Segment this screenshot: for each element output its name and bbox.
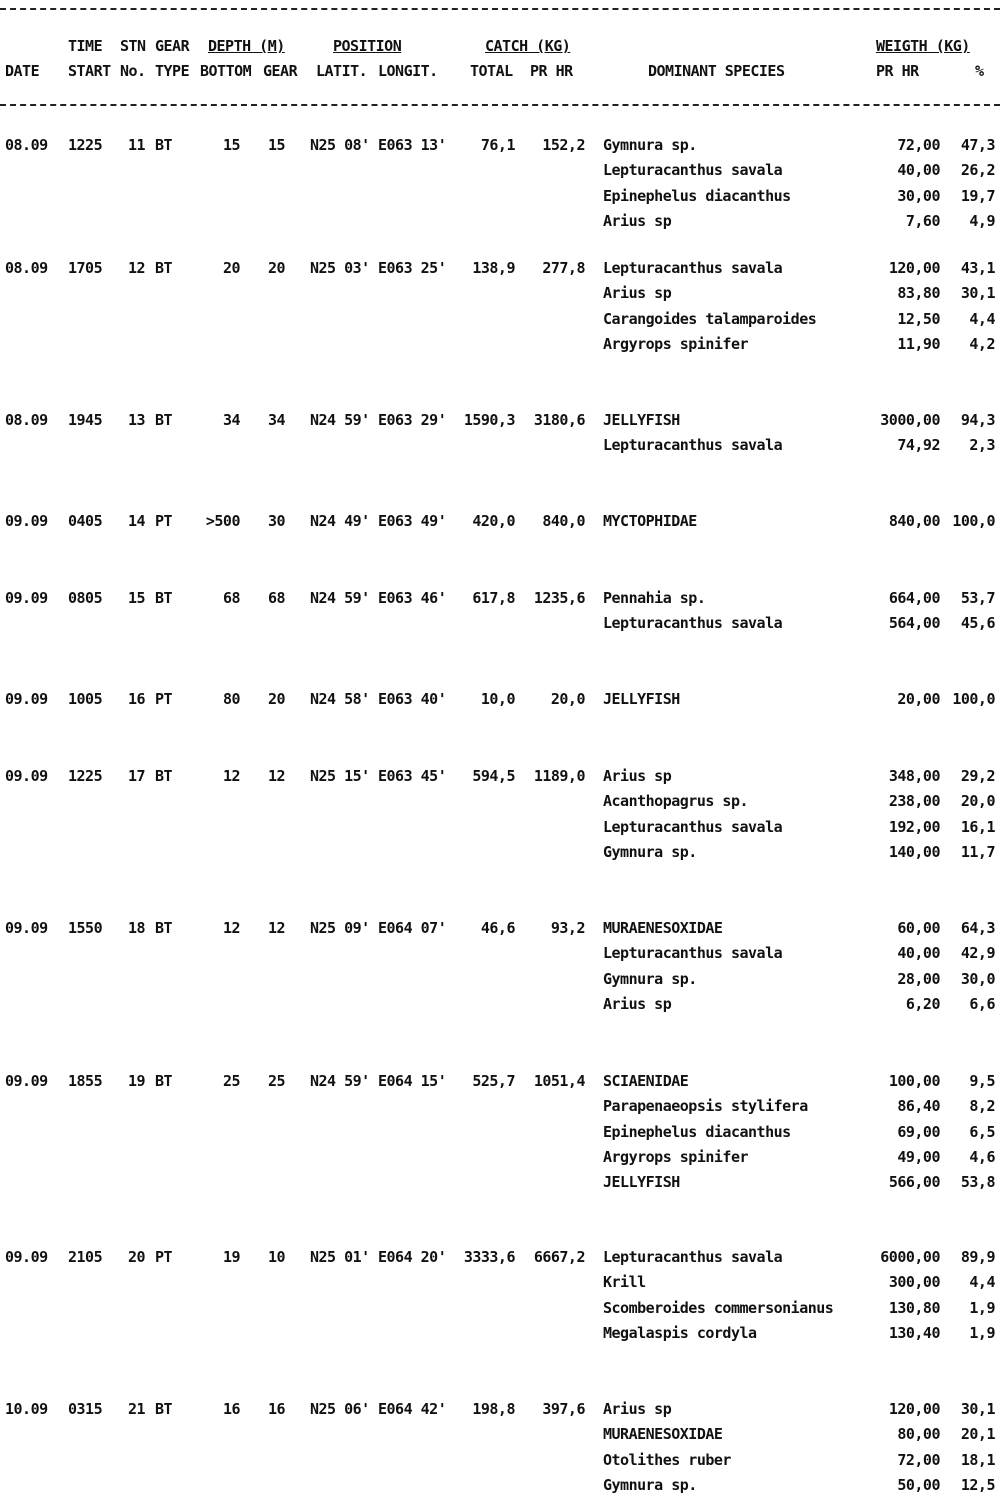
species-name: Epinephelus diacanthus [603, 187, 791, 205]
species-weight-prhr: 28,00 [897, 970, 940, 988]
species-weight-prhr: 3000,00 [880, 411, 940, 429]
cell-depth-gear: 30 [267, 512, 285, 530]
cell-time: 1005 [68, 690, 103, 708]
cell-depth-bottom: 12 [222, 767, 240, 785]
cell-date: 09.09 [5, 767, 48, 785]
species-weight-prhr: 74,92 [897, 436, 940, 454]
cell-catch-total: 525,7 [472, 1072, 515, 1090]
cell-catch-total: 594,5 [472, 767, 515, 785]
cell-date: 09.09 [5, 589, 48, 607]
cell-depth-gear: 12 [267, 767, 285, 785]
cell-depth-gear: 15 [267, 136, 285, 154]
cell-depth-bottom: 68 [222, 589, 240, 607]
species-percent: 4,6 [969, 1148, 995, 1166]
cell-catch-prhr: 277,8 [542, 259, 585, 277]
cell-catch-total: 138,9 [472, 259, 515, 277]
species-name: Argyrops spinifer [603, 1148, 749, 1166]
species-name: Lepturacanthus savala [603, 259, 783, 277]
species-percent: 4,4 [969, 1273, 995, 1291]
cell-date: 09.09 [5, 919, 48, 937]
cell-gear-type: BT [155, 1072, 173, 1090]
cell-catch-prhr: 1235,6 [533, 589, 585, 607]
cell-gear-type: BT [155, 411, 173, 429]
header-date: DATE [5, 62, 40, 80]
species-percent: 4,4 [969, 310, 995, 328]
cell-stn: 15 [128, 589, 146, 607]
cell-latitude: N24 59' [310, 589, 370, 607]
header-longit: LONGIT. [378, 62, 438, 80]
cell-stn: 14 [128, 512, 146, 530]
species-percent: 89,9 [960, 1248, 995, 1266]
cell-depth-bottom: 20 [222, 259, 240, 277]
species-percent: 4,9 [969, 212, 995, 230]
species-weight-prhr: 83,80 [897, 284, 940, 302]
cell-depth-bottom: 34 [222, 411, 240, 429]
cell-depth-bottom: >500 [205, 512, 240, 530]
cell-longitude: E063 25' [378, 259, 447, 277]
cell-longitude: E063 46' [378, 589, 447, 607]
header-start: START [68, 62, 111, 80]
species-name: Parapenaeopsis stylifera [603, 1097, 808, 1115]
species-weight-prhr: 72,00 [897, 1451, 940, 1469]
species-percent: 9,5 [969, 1072, 995, 1090]
species-weight-prhr: 840,00 [888, 512, 940, 530]
cell-gear-type: PT [155, 512, 173, 530]
species-name: Krill [603, 1273, 646, 1291]
cell-depth-bottom: 12 [222, 919, 240, 937]
species-name: Lepturacanthus savala [603, 818, 783, 836]
cell-stn: 11 [128, 136, 146, 154]
species-percent: 20,0 [960, 792, 995, 810]
species-name: Arius sp [603, 995, 672, 1013]
species-weight-prhr: 120,00 [888, 259, 940, 277]
species-percent: 53,7 [960, 589, 995, 607]
species-weight-prhr: 72,00 [897, 136, 940, 154]
cell-catch-prhr: 3180,6 [533, 411, 585, 429]
cell-latitude: N25 03' [310, 259, 370, 277]
cell-time: 1945 [68, 411, 103, 429]
cell-stn: 16 [128, 690, 146, 708]
header-divider [0, 104, 1000, 106]
species-name: Carangoides talamparoides [603, 310, 817, 328]
cell-gear-type: PT [155, 1248, 173, 1266]
cell-depth-gear: 34 [267, 411, 285, 429]
cell-longitude: E063 45' [378, 767, 447, 785]
cell-depth-bottom: 25 [222, 1072, 240, 1090]
species-percent: 29,2 [960, 767, 995, 785]
species-weight-prhr: 86,40 [897, 1097, 940, 1115]
species-weight-prhr: 238,00 [888, 792, 940, 810]
cell-date: 09.09 [5, 690, 48, 708]
header-total: TOTAL [470, 62, 513, 80]
species-weight-prhr: 120,00 [888, 1400, 940, 1418]
header-no: No. [120, 62, 146, 80]
cell-catch-total: 46,6 [480, 919, 515, 937]
species-name: Megalaspis cordyla [603, 1324, 757, 1342]
cell-gear-type: BT [155, 589, 173, 607]
species-weight-prhr: 100,00 [888, 1072, 940, 1090]
species-percent: 45,6 [960, 614, 995, 632]
cell-catch-prhr: 1189,0 [533, 767, 585, 785]
species-weight-prhr: 80,00 [897, 1425, 940, 1443]
cell-latitude: N24 49' [310, 512, 370, 530]
cell-latitude: N25 06' [310, 1400, 370, 1418]
cell-gear-type: BT [155, 767, 173, 785]
cell-longitude: E063 40' [378, 690, 447, 708]
species-weight-prhr: 40,00 [897, 944, 940, 962]
header-type: TYPE [155, 62, 190, 80]
species-name: JELLYFISH [603, 411, 680, 429]
species-name: Lepturacanthus savala [603, 614, 783, 632]
species-weight-prhr: 12,50 [897, 310, 940, 328]
cell-latitude: N25 08' [310, 136, 370, 154]
cell-date: 09.09 [5, 1248, 48, 1266]
species-weight-prhr: 11,90 [897, 335, 940, 353]
species-percent: 11,7 [960, 843, 995, 861]
species-percent: 18,1 [960, 1451, 995, 1469]
species-percent: 12,5 [960, 1476, 995, 1494]
species-percent: 2,3 [969, 436, 995, 454]
species-name: Lepturacanthus savala [603, 436, 783, 454]
species-percent: 16,1 [960, 818, 995, 836]
cell-depth-gear: 68 [267, 589, 285, 607]
species-weight-prhr: 50,00 [897, 1476, 940, 1494]
header-gear: GEAR [155, 37, 190, 55]
cell-stn: 18 [128, 919, 146, 937]
cell-depth-gear: 20 [267, 690, 285, 708]
species-name: Arius sp [603, 767, 672, 785]
cell-latitude: N24 59' [310, 411, 370, 429]
species-weight-prhr: 6000,00 [880, 1248, 940, 1266]
species-weight-prhr: 130,40 [888, 1324, 940, 1342]
header-prhr-weight: PR HR [876, 62, 919, 80]
species-weight-prhr: 192,00 [888, 818, 940, 836]
top-divider [0, 8, 1000, 10]
species-name: Gymnura sp. [603, 136, 697, 154]
species-name: JELLYFISH [603, 690, 680, 708]
species-percent: 30,1 [960, 1400, 995, 1418]
cell-catch-prhr: 840,0 [542, 512, 585, 530]
cell-depth-bottom: 16 [222, 1400, 240, 1418]
species-weight-prhr: 300,00 [888, 1273, 940, 1291]
species-percent: 43,1 [960, 259, 995, 277]
species-name: Lepturacanthus savala [603, 944, 783, 962]
species-name: MYCTOPHIDAE [603, 512, 697, 530]
species-percent: 8,2 [969, 1097, 995, 1115]
cell-longitude: E063 13' [378, 136, 447, 154]
species-weight-prhr: 564,00 [888, 614, 940, 632]
species-name: MURAENESOXIDAE [603, 919, 723, 937]
cell-depth-bottom: 19 [222, 1248, 240, 1266]
header-position: POSITION [333, 37, 402, 55]
species-percent: 42,9 [960, 944, 995, 962]
cell-catch-total: 617,8 [472, 589, 515, 607]
species-weight-prhr: 664,00 [888, 589, 940, 607]
cell-stn: 19 [128, 1072, 146, 1090]
cell-time: 0405 [68, 512, 103, 530]
cell-depth-gear: 16 [267, 1400, 285, 1418]
species-percent: 53,8 [960, 1173, 995, 1191]
species-percent: 100,0 [952, 512, 995, 530]
cell-latitude: N25 09' [310, 919, 370, 937]
species-weight-prhr: 49,00 [897, 1148, 940, 1166]
species-name: Gymnura sp. [603, 1476, 697, 1494]
species-weight-prhr: 30,00 [897, 187, 940, 205]
cell-gear-type: BT [155, 1400, 173, 1418]
species-weight-prhr: 348,00 [888, 767, 940, 785]
species-name: Gymnura sp. [603, 843, 697, 861]
header-catch: CATCH (KG) [485, 37, 571, 55]
species-percent: 26,2 [960, 161, 995, 179]
cell-time: 0315 [68, 1400, 103, 1418]
species-weight-prhr: 69,00 [897, 1123, 940, 1141]
cell-date: 08.09 [5, 259, 48, 277]
species-weight-prhr: 566,00 [888, 1173, 940, 1191]
header-percent: % [975, 62, 984, 80]
cell-gear-type: BT [155, 919, 173, 937]
species-weight-prhr: 130,80 [888, 1299, 940, 1317]
cell-catch-total: 3333,6 [463, 1248, 515, 1266]
header-stn: STN [120, 37, 146, 55]
species-name: Arius sp [603, 1400, 672, 1418]
species-name: Epinephelus diacanthus [603, 1123, 791, 1141]
species-name: Otolithes ruber [603, 1451, 731, 1469]
species-name: MURAENESOXIDAE [603, 1425, 723, 1443]
header-weigth: WEIGTH (KG) [876, 37, 970, 55]
cell-catch-prhr: 152,2 [542, 136, 585, 154]
species-percent: 47,3 [960, 136, 995, 154]
species-percent: 94,3 [960, 411, 995, 429]
cell-date: 09.09 [5, 1072, 48, 1090]
species-percent: 64,3 [960, 919, 995, 937]
cell-stn: 20 [128, 1248, 146, 1266]
cell-longitude: E064 20' [378, 1248, 447, 1266]
species-percent: 1,9 [969, 1324, 995, 1342]
cell-gear-type: BT [155, 136, 173, 154]
species-name: JELLYFISH [603, 1173, 680, 1191]
cell-depth-gear: 12 [267, 919, 285, 937]
cell-stn: 13 [128, 411, 146, 429]
cell-longitude: E063 29' [378, 411, 447, 429]
species-percent: 19,7 [960, 187, 995, 205]
species-name: SCIAENIDAE [603, 1072, 689, 1090]
species-percent: 4,2 [969, 335, 995, 353]
cell-time: 1705 [68, 259, 103, 277]
species-name: Scomberoides commersonianus [603, 1299, 834, 1317]
species-percent: 100,0 [952, 690, 995, 708]
cell-depth-gear: 10 [267, 1248, 285, 1266]
cell-catch-prhr: 93,2 [550, 919, 585, 937]
cell-depth-gear: 20 [267, 259, 285, 277]
species-name: Argyrops spinifer [603, 335, 749, 353]
cell-time: 1225 [68, 136, 103, 154]
cell-catch-total: 420,0 [472, 512, 515, 530]
species-percent: 30,1 [960, 284, 995, 302]
cell-catch-total: 76,1 [480, 136, 515, 154]
cell-time: 1225 [68, 767, 103, 785]
species-percent: 20,1 [960, 1425, 995, 1443]
species-percent: 6,6 [969, 995, 995, 1013]
cell-date: 08.09 [5, 136, 48, 154]
species-weight-prhr: 7,60 [905, 212, 940, 230]
header-latit: LATIT. [316, 62, 368, 80]
species-percent: 6,5 [969, 1123, 995, 1141]
species-percent: 1,9 [969, 1299, 995, 1317]
cell-time: 0805 [68, 589, 103, 607]
cell-latitude: N25 01' [310, 1248, 370, 1266]
cell-longitude: E064 15' [378, 1072, 447, 1090]
header-prhr: PR HR [530, 62, 573, 80]
cell-stn: 12 [128, 259, 146, 277]
species-weight-prhr: 6,20 [905, 995, 940, 1013]
header-dominant: DOMINANT SPECIES [648, 62, 785, 80]
species-name: Lepturacanthus savala [603, 1248, 783, 1266]
cell-date: 10.09 [5, 1400, 48, 1418]
cell-gear-type: BT [155, 259, 173, 277]
cell-catch-prhr: 1051,4 [533, 1072, 585, 1090]
header-depth: DEPTH (M) [208, 37, 285, 55]
cell-catch-total: 1590,3 [463, 411, 515, 429]
cell-stn: 21 [128, 1400, 146, 1418]
cell-longitude: E064 07' [378, 919, 447, 937]
cell-time: 1855 [68, 1072, 103, 1090]
cell-catch-total: 198,8 [472, 1400, 515, 1418]
cell-catch-prhr: 397,6 [542, 1400, 585, 1418]
cell-depth-gear: 25 [267, 1072, 285, 1090]
cell-time: 2105 [68, 1248, 103, 1266]
cell-catch-prhr: 20,0 [550, 690, 585, 708]
cell-catch-total: 10,0 [480, 690, 515, 708]
cell-gear-type: PT [155, 690, 173, 708]
cell-time: 1550 [68, 919, 103, 937]
species-name: Pennahia sp. [603, 589, 706, 607]
cell-latitude: N24 59' [310, 1072, 370, 1090]
header-gear-depth: GEAR [263, 62, 298, 80]
species-name: Arius sp [603, 212, 672, 230]
species-name: Acanthopagrus sp. [603, 792, 749, 810]
cell-depth-bottom: 80 [222, 690, 240, 708]
species-weight-prhr: 140,00 [888, 843, 940, 861]
species-weight-prhr: 40,00 [897, 161, 940, 179]
cell-catch-prhr: 6667,2 [533, 1248, 585, 1266]
cell-longitude: E064 42' [378, 1400, 447, 1418]
species-percent: 30,0 [960, 970, 995, 988]
species-name: Lepturacanthus savala [603, 161, 783, 179]
cell-stn: 17 [128, 767, 146, 785]
species-weight-prhr: 20,00 [897, 690, 940, 708]
species-weight-prhr: 60,00 [897, 919, 940, 937]
cell-latitude: N25 15' [310, 767, 370, 785]
cell-depth-bottom: 15 [222, 136, 240, 154]
header-time: TIME [68, 37, 103, 55]
cell-longitude: E063 49' [378, 512, 447, 530]
species-name: Gymnura sp. [603, 970, 697, 988]
cell-latitude: N24 58' [310, 690, 370, 708]
species-name: Arius sp [603, 284, 672, 302]
header-bottom: BOTTOM [200, 62, 252, 80]
cell-date: 08.09 [5, 411, 48, 429]
cell-date: 09.09 [5, 512, 48, 530]
